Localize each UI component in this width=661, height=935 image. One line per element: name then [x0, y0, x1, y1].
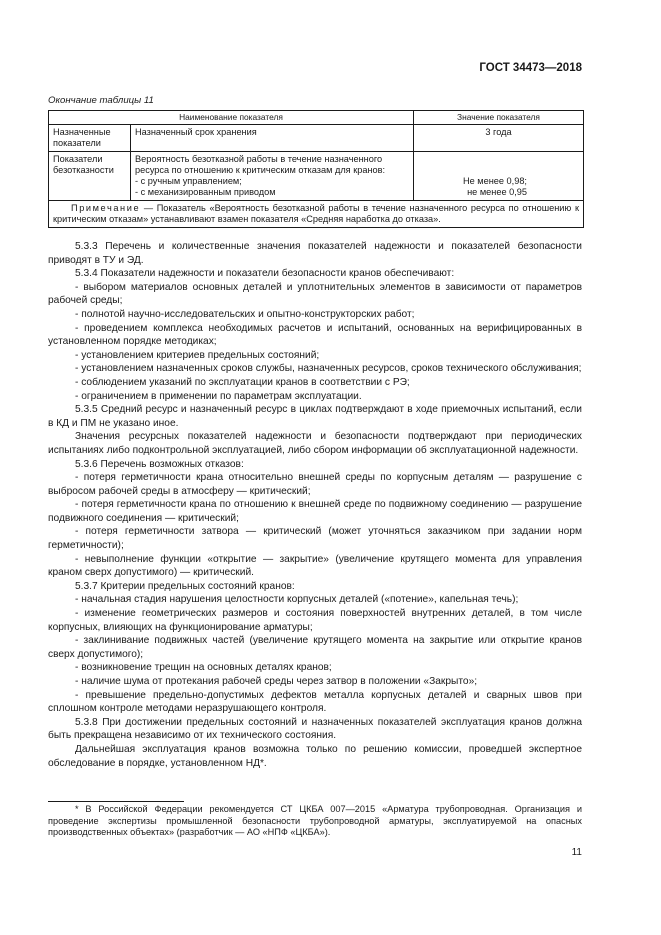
- paragraph: 5.3.5 Средний ресурс и назначенный ресурс в циклах подтверждают в ходе приемочных испытаний, если в КД и ПМ не указано иное.: [48, 404, 582, 429]
- indicator-value-line: не менее 0,95: [467, 187, 527, 197]
- indicator-name: [131, 152, 414, 201]
- table-note-row: [49, 201, 584, 228]
- paragraph: Значения ресурсных показателей надежности и безопасности подтверждают при периодических испытаниях либо подконтрольной эксплуатацией, либо сбором информации об эксплуатационной надежности.: [48, 431, 582, 456]
- paragraph: - полнотой научно-исследовательских и опытно-конструкторских работ;: [75, 308, 415, 320]
- indicator-name-line: Вероятность безотказной работы в течение назначенного ресурса по отношению к критическим отказам для кранов:: [135, 154, 386, 175]
- table-header-row: [49, 111, 584, 125]
- paragraph: - установлением назначенных сроков службы, назначенных ресурсов, сроков технического обслуживания;: [75, 363, 582, 375]
- indicator-value: [414, 152, 584, 201]
- row-group-label: Назначенные показатели: [49, 125, 131, 152]
- paragraph: - превышение предельно-допустимых дефектов металла корпусных деталей и сварных швов при сплошном контроле методами неразрушающего контроля.: [48, 689, 582, 715]
- indicator-name-line: - с механизированным приводом: [135, 187, 276, 197]
- table-row: [49, 125, 584, 152]
- paragraph: - изменение геометрических размеров и состояния поверхностей внутренних деталей, в том числе корпусных, влияющих на функционирование арматуры;: [48, 608, 582, 633]
- paragraph: - заклинивание подвижных частей (увеличение крутящего момента на закрытие или открытие кранов сверх допустимого);: [48, 635, 582, 660]
- note-label: Примечание: [71, 203, 141, 213]
- paragraph: - установлением критериев предельных состояний;: [75, 349, 320, 361]
- footnote: * В Российской Федерации рекомендуется СТ ЦКБА 007—2015 «Арматура трубопроводная. Организация и проведение экспертизы промышленной безопасности трубопроводной арматуры, эксплуатируемой на опасных производственных объектах» (разработчик — АО «НПФ «ЦКБА»).: [48, 804, 582, 838]
- paragraph: 5.3.4 Показатели надежности и показатели безопасности кранов обеспечивают:: [75, 268, 455, 280]
- standard-designation: ГОСТ 34473—2018: [479, 62, 582, 74]
- paragraph: 5.3.7 Критерии предельных состояний кранов:: [75, 580, 295, 592]
- note-text: — Показатель «Вероятность безотказной работы в течение назначенного ресурса по отношению к критическим отказам» устанавливают взамен показателя «Средняя наработка до отказа».: [53, 203, 579, 224]
- paragraph: 5.3.8 При достижении предельных состояний и назначенных показателей эксплуатация кранов должна быть прекращена независимо от их технического состояния.: [48, 716, 582, 742]
- table-caption: Окончание таблицы 11: [48, 95, 154, 106]
- paragraph: 5.3.6 Перечень возможных отказов:: [75, 458, 244, 470]
- row-group-label: Показатели безотказности: [49, 152, 131, 201]
- paragraph: - возникновение трещин на основных деталях кранов;: [75, 662, 332, 674]
- indicator-name: Назначенный срок хранения: [131, 125, 414, 152]
- paragraph: - невыполнение функции «открытие — закрытие» (увеличение крутящего момента для управления краном сверх допустимого) — критический.: [48, 553, 582, 579]
- paragraph: 5.3.3 Перечень и количественные значения показателей надежности и показателей безопасности приводят в ТУ и ЭД.: [48, 241, 582, 266]
- paragraph: - потеря герметичности крана относительно внешней среды по корпусным деталям — разрушение с выбросом рабочей среды в атмосферу — критический;: [48, 472, 582, 497]
- paragraph: - потеря герметичности крана по отношению к внешней среде по подвижному соединению — разрушение подвижного соединения — критический;: [48, 499, 582, 524]
- column-header-value: Значение показателя: [414, 111, 584, 125]
- body-text: [48, 240, 582, 770]
- paragraph: Дальнейшая эксплуатация кранов возможна только по решению комиссии, проведшей экспертное обследование в порядке, установленном НД*.: [48, 743, 582, 769]
- indicator-value-line: Не менее 0,98;: [462, 176, 527, 186]
- table-row: [49, 152, 584, 201]
- paragraph: - ограничением в применении по параметрам эксплуатации.: [75, 390, 362, 402]
- indicator-name-line: - с ручным управлением;: [135, 176, 242, 186]
- paragraph: - соблюдением указаний по эксплуатации кранов в соответствии с РЭ;: [75, 376, 410, 388]
- paragraph: - начальная стадия нарушения целостности корпусных деталей («потение», капельная течь);: [75, 594, 519, 606]
- paragraph: - проведением комплекса необходимых расчетов и испытаний, основанных на верифицированных в установленном порядке методиках;: [48, 322, 582, 348]
- footnote-separator: [48, 801, 184, 802]
- table-note: [49, 201, 584, 228]
- paragraph: - наличие шума от протекания рабочей среды через затвор в положении «Закрыто»;: [75, 676, 478, 687]
- page-number: 11: [571, 847, 582, 858]
- column-header-indicator: Наименование показателя: [49, 111, 414, 125]
- paragraph: - выбором материалов основных деталей и уплотнительных элементов в зависимости от параметров рабочей среды;: [48, 281, 582, 307]
- table-11: [48, 110, 584, 228]
- indicator-value: 3 года: [414, 125, 584, 152]
- paragraph: - потеря герметичности затвора — критический (может уточняться заказчиком при задании норм герметичности);: [48, 526, 582, 552]
